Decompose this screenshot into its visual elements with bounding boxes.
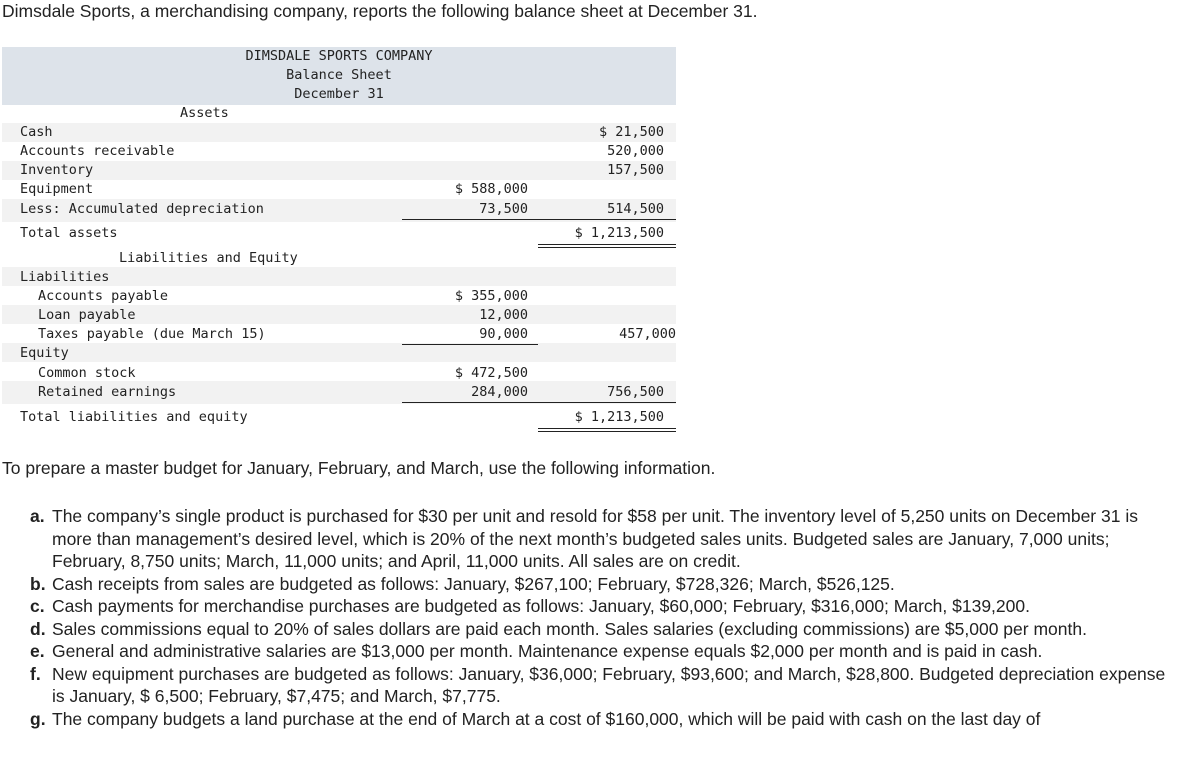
row-label: Equipment: [20, 181, 94, 197]
sheet-title: Balance Sheet: [286, 67, 392, 83]
item-letter: e.: [30, 641, 45, 661]
underline: [402, 402, 538, 403]
list-item: [30, 640, 1170, 663]
row-label: Common stock: [38, 365, 136, 381]
row-label: Total liabilities and equity: [20, 409, 248, 425]
row-label: Taxes payable (due March 15): [38, 326, 266, 342]
intro-text: Dimsdale Sports, a merchandising company, reports the following balance sheet at December 31.: [2, 1, 758, 21]
row-label: Cash: [20, 124, 53, 140]
balance-sheet: [2, 47, 676, 432]
row-col1: 284,000: [471, 384, 528, 400]
row-col1: $ 588,000: [454, 181, 528, 197]
list-item: [30, 708, 1170, 731]
row-label: Total assets: [20, 225, 118, 241]
underline: [402, 344, 538, 345]
row-col1: $ 355,000: [454, 288, 528, 304]
item-text: Cash receipts from sales are budgeted as follows: January, $267,100; February, $728,326; March, $526,125.: [52, 573, 895, 594]
item-text: The company budgets a land purchase at the end of March at a cost of $160,000, which will be paid with cash on the last day of: [52, 708, 1041, 729]
row-label: Accounts payable: [38, 288, 169, 304]
item-text: Cash payments for merchandise purchases are budgeted as follows: January, $60,000; February, $316,000; March, $139,200.: [52, 596, 1030, 616]
item-text: General and administrative salaries are $13,000 per month. Maintenance expense equals $2,000 per month and is paid in cash.: [52, 641, 1043, 661]
row-col1: 90,000: [479, 326, 528, 342]
row-label: Accounts receivable: [20, 143, 175, 159]
row-label: Less: Accumulated depreciation: [20, 201, 264, 217]
list-item: [30, 595, 1170, 618]
row-col2: 520,000: [607, 143, 664, 159]
equity-heading: Equity: [20, 345, 69, 361]
row-col2: 457,000: [619, 326, 676, 342]
underline: [402, 219, 538, 220]
row-col1: 73,500: [479, 201, 528, 217]
list-item: [30, 618, 1170, 641]
item-text: New equipment purchases are budgeted as follows: January, $36,000; February, $93,600; and March, $28,800. Budgeted depreciation expense is January, $ 6,500; February, $7,475; and March, $7,775.: [52, 663, 1166, 706]
double-underline: [538, 431, 676, 432]
info-list: [30, 505, 1170, 730]
row-label: Loan payable: [38, 307, 136, 323]
item-text: The company’s single product is purchased for $30 per unit and resold for $58 per unit. The inventory level of 5,250 units on December 31 is more than management’s desired level, which is 20% of the next month’s budgeted sales units. Budgeted sales are January, 7,000 units; February, 8,750 units; March, 11,000 units; and April, 11,000 units. All sales are on credit.: [52, 506, 1138, 571]
row-label: Inventory: [20, 162, 94, 178]
row-col2: $ 1,213,500: [574, 409, 664, 425]
item-letter: f.: [30, 663, 41, 684]
le-heading: Liabilities and Equity: [119, 250, 298, 266]
row-col2: 514,500: [607, 201, 664, 217]
sheet-date: December 31: [294, 86, 384, 102]
row-col2: $ 1,213,500: [574, 225, 664, 241]
underline: [538, 402, 676, 403]
row-col2: 157,500: [607, 162, 664, 178]
item-text: Sales commissions equal to 20% of sales dollars are paid each month. Sales salaries (excluding commissions) are $5,000 per month.: [52, 618, 1087, 639]
company-name: DIMSDALE SPORTS COMPANY: [245, 48, 433, 64]
double-underline: [538, 247, 676, 248]
assets-heading: Assets: [180, 105, 229, 121]
liabilities-heading: Liabilities: [20, 269, 110, 285]
list-item: [30, 663, 1170, 708]
item-letter: b.: [30, 573, 46, 594]
row-col1: $ 472,500: [454, 365, 528, 381]
list-item: [30, 505, 1170, 573]
underline: [538, 219, 676, 220]
instructions-text: To prepare a master budget for January, February, and March, use the following information.: [2, 458, 716, 478]
row-col2: 756,500: [607, 384, 664, 400]
double-underline: [538, 428, 676, 429]
item-letter: a.: [30, 506, 45, 526]
row-label: Retained earnings: [38, 384, 177, 400]
double-underline: [538, 244, 676, 245]
list-item: [30, 573, 1170, 596]
row-col2: $ 21,500: [598, 124, 664, 140]
item-letter: d.: [30, 618, 46, 639]
item-letter: g.: [30, 708, 46, 729]
row-band: [2, 343, 676, 362]
row-col1: 12,000: [479, 307, 528, 323]
item-letter: c.: [30, 596, 45, 616]
